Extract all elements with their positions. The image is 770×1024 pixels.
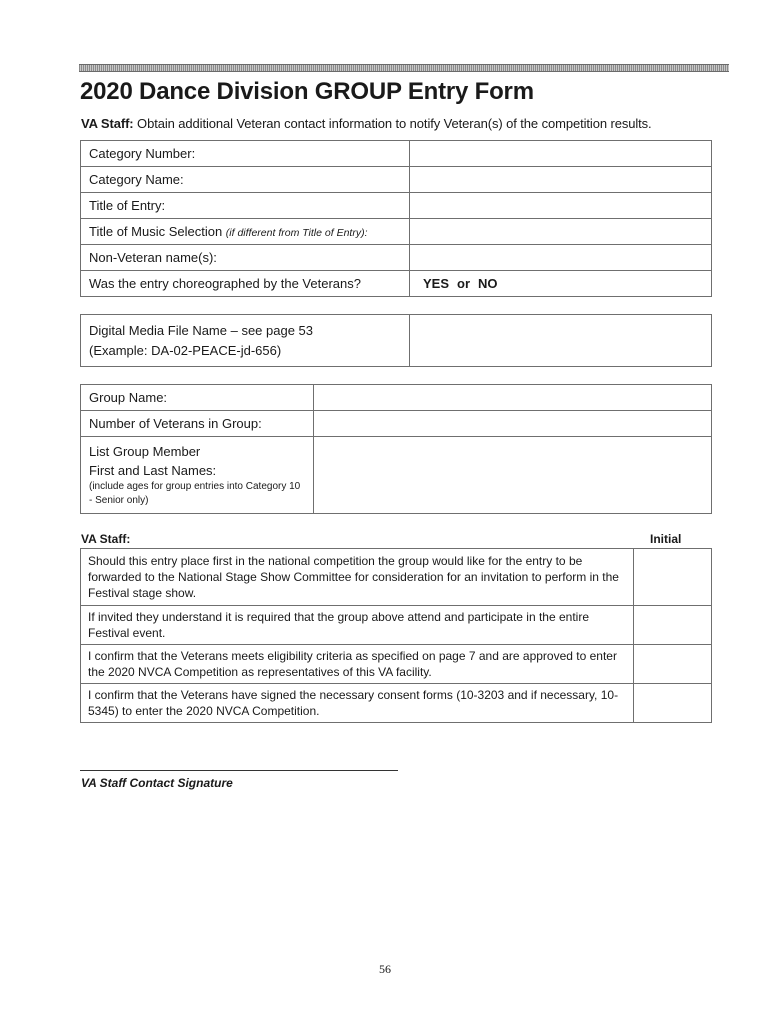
choreography-answer-cell: [410, 271, 712, 297]
group-name-label: Group Name:: [81, 385, 314, 411]
table-row: [81, 385, 712, 411]
category-number-label: Category Number:: [81, 141, 410, 167]
table-row: [81, 684, 712, 723]
member-list-field[interactable]: [314, 437, 712, 514]
header-rule: [79, 64, 729, 72]
member-list-line1: List Group Member: [89, 444, 201, 459]
form-title: 2020 Dance Division GROUP Entry Form: [80, 78, 534, 105]
or-separator: or: [457, 276, 471, 291]
table-row: [81, 141, 712, 167]
non-veteran-names-field[interactable]: [410, 245, 712, 271]
group-info-table: [80, 384, 712, 514]
member-list-note: (include ages for group entries into Category 10 - Senior only): [89, 481, 301, 506]
table-row: [81, 437, 712, 514]
media-file-table: [80, 314, 712, 367]
statement-forward-entry: Should this entry place first in the national competition the group would like for the entry to be forwarded to the National Stage Show Committee for consideration for an invitation to perform in the Festival stage show.: [81, 549, 634, 606]
media-file-line1: Digital Media File Name – see page 53: [89, 322, 314, 338]
table-row: [81, 219, 712, 245]
media-file-label: [81, 315, 410, 367]
music-title-text: Title of Music Selection: [89, 224, 226, 239]
table-row: [81, 549, 712, 606]
group-name-field[interactable]: [314, 385, 712, 411]
entry-title-field[interactable]: [410, 193, 712, 219]
media-file-field[interactable]: [410, 315, 712, 367]
category-name-field[interactable]: [410, 167, 712, 193]
initial-heading: Initial: [650, 532, 682, 546]
entry-title-label: Title of Entry:: [81, 193, 410, 219]
statement-eligibility: I confirm that the Veterans meets eligibility criteria as specified on page 7 and are approved to enter the 2020 NVCA Competition as representatives of this VA facility.: [81, 645, 634, 684]
music-title-field[interactable]: [410, 219, 712, 245]
va-staff-heading: VA Staff:: [81, 532, 131, 546]
statement-attend-festival: If invited they understand it is required that the group above attend and participate in the entire Festival event.: [81, 606, 634, 645]
veteran-count-field[interactable]: [314, 411, 712, 437]
member-list-label: [81, 437, 314, 514]
entry-details-table: [80, 140, 712, 297]
media-file-example: (Example: DA-02-PEACE-jd-656): [89, 342, 282, 358]
music-title-label: [81, 219, 410, 245]
initial-field-3[interactable]: [634, 645, 712, 684]
initial-field-1[interactable]: [634, 549, 712, 606]
veteran-count-label: Number of Veterans in Group:: [81, 411, 314, 437]
signature-line[interactable]: [80, 770, 398, 771]
no-option[interactable]: NO: [478, 276, 498, 291]
member-list-line2: First and Last Names:: [89, 463, 217, 478]
table-row: [81, 245, 712, 271]
choreography-question: Was the entry choreographed by the Veterans?: [81, 271, 410, 297]
category-name-label: Category Name:: [81, 167, 410, 193]
music-title-colon: :: [364, 227, 368, 239]
statement-consent-forms: I confirm that the Veterans have signed the necessary consent forms (10-3203 and if necessary, 10-5345) to enter the 2020 NVCA Competition.: [81, 684, 634, 723]
non-veteran-names-label: Non-Veteran name(s):: [81, 245, 410, 271]
page-number: 56: [379, 962, 391, 976]
table-row: [81, 606, 712, 645]
initial-field-2[interactable]: [634, 606, 712, 645]
music-title-note: (if different from Title of Entry): [225, 227, 365, 239]
table-row: [81, 411, 712, 437]
table-row: [81, 271, 712, 297]
table-row: [81, 193, 712, 219]
initial-field-4[interactable]: [634, 684, 712, 723]
yes-option[interactable]: YES: [423, 276, 450, 291]
category-number-field[interactable]: [410, 141, 712, 167]
signature-label: VA Staff Contact Signature: [81, 776, 233, 790]
intro-note: [81, 116, 652, 131]
staff-confirmation-table: [80, 548, 712, 723]
table-row: [81, 167, 712, 193]
table-row: [81, 645, 712, 684]
intro-label: VA Staff:: [81, 116, 134, 131]
table-row: [81, 315, 712, 367]
intro-text: Obtain additional Veteran contact information to notify Veteran(s) of the competition results.: [133, 116, 652, 131]
